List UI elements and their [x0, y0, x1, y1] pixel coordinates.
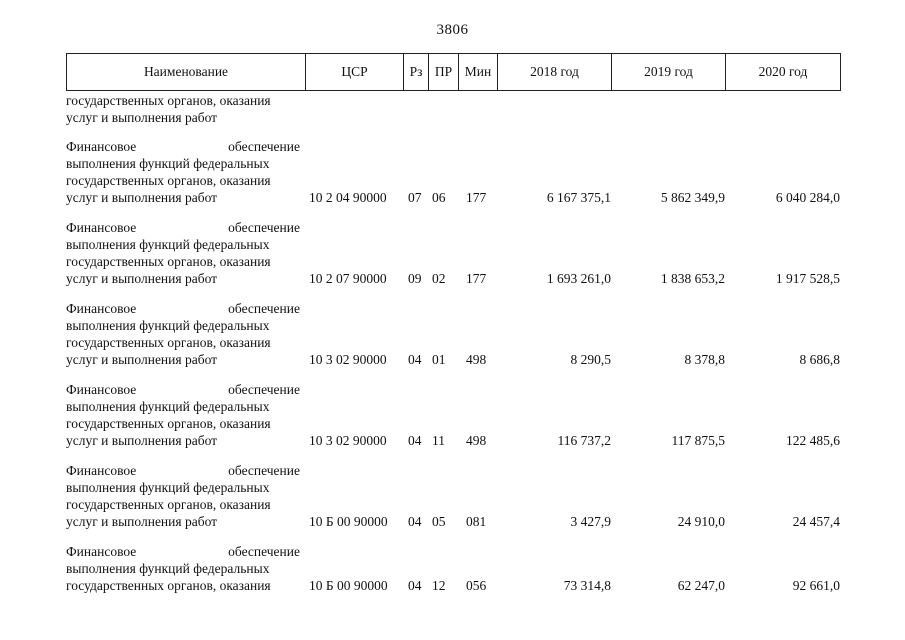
cell-pr: 02 [432, 271, 446, 286]
cell-pr: 06 [432, 190, 446, 205]
name-word: обеспечение [228, 139, 300, 154]
name-word: обеспечение [228, 301, 300, 316]
cell-2020: 6 040 284,0 [775, 190, 840, 205]
continuation-text [66, 92, 302, 126]
name-word: обеспечение [228, 382, 300, 397]
cell-min: 081 [466, 514, 487, 529]
cell-2020: 1 917 528,5 [775, 271, 840, 286]
cell-2018: 8 290,5 [570, 352, 611, 367]
name-word: обеспечение [228, 463, 300, 478]
name-line: государственных органов, оказания [66, 173, 271, 188]
name-line: услуг и выполнения работ [66, 433, 218, 448]
name-line: государственных органов, оказания [66, 497, 271, 512]
cell-2018: 3 427,9 [570, 514, 611, 529]
cell-pr: 01 [432, 352, 446, 367]
cell-min: 056 [466, 578, 487, 593]
row-name [66, 462, 300, 530]
cell-rz: 04 [408, 578, 422, 593]
cell-csr: 10 3 02 90000 [309, 433, 387, 448]
cell-rz: 04 [408, 514, 422, 529]
cell-pr: 05 [432, 514, 446, 529]
row-name [66, 219, 300, 287]
cell-2020: 8 686,8 [799, 352, 840, 367]
name-line: выполнения функций федеральных [66, 156, 270, 171]
table-row [66, 300, 846, 368]
cell-2018: 116 737,2 [557, 433, 611, 448]
column-header-2018: 2018 год [498, 54, 612, 91]
page-number: 3806 [436, 22, 469, 38]
name-line: государственных органов, оказания [66, 335, 271, 350]
column-header-pr: ПР [429, 54, 459, 91]
cell-2020: 122 485,6 [786, 433, 840, 448]
column-header-2020: 2020 год [726, 54, 841, 91]
name-line: выполнения функций федеральных [66, 318, 270, 333]
name-line: выполнения функций федеральных [66, 237, 270, 252]
column-header-csr: ЦСР [306, 54, 404, 91]
name-line: государственных органов, оказания [66, 416, 271, 431]
cell-pr: 11 [432, 433, 445, 448]
cell-2019: 117 875,5 [671, 433, 725, 448]
cell-2018: 73 314,8 [563, 578, 611, 593]
name-line: услуг и выполнения работ [66, 514, 218, 529]
table-row [66, 462, 846, 530]
name-line: выполнения функций федеральных [66, 399, 270, 414]
continuation-line: услуг и выполнения работ [66, 110, 218, 125]
column-header-min: Мин [459, 54, 498, 91]
cell-rz: 04 [408, 433, 422, 448]
name-word: обеспечение [228, 220, 300, 235]
row-name [66, 381, 300, 449]
name-line: государственных органов, оказания [66, 578, 271, 593]
row-name [66, 300, 300, 368]
cell-2018: 1 693 261,0 [546, 271, 611, 286]
name-word: Финансовое [66, 382, 137, 397]
row-name [66, 543, 300, 594]
name-word: Финансовое [66, 301, 137, 316]
cell-rz: 07 [408, 190, 422, 205]
cell-min: 498 [466, 433, 487, 448]
cell-min: 498 [466, 352, 487, 367]
cell-rz: 09 [408, 271, 422, 286]
cell-2018: 6 167 375,1 [546, 190, 611, 205]
name-word: Финансовое [66, 139, 137, 154]
name-word: Финансовое [66, 220, 137, 235]
cell-2019: 8 378,8 [684, 352, 725, 367]
table-header [66, 53, 841, 91]
name-word: обеспечение [228, 544, 300, 559]
name-line: услуг и выполнения работ [66, 352, 218, 367]
column-header-rz: Рз [404, 54, 429, 91]
cell-2020: 92 661,0 [792, 578, 840, 593]
cell-pr: 12 [432, 578, 446, 593]
cell-2019: 5 862 349,9 [660, 190, 725, 205]
cell-csr: 10 Б 00 90000 [309, 514, 388, 529]
cell-min: 177 [466, 190, 487, 205]
column-header-2019: 2019 год [612, 54, 726, 91]
cell-rz: 04 [408, 352, 422, 367]
continuation-line: государственных органов, оказания [66, 93, 271, 108]
cell-2019: 24 910,0 [677, 514, 725, 529]
table-row [66, 138, 846, 206]
name-word: Финансовое [66, 544, 137, 559]
cell-csr: 10 Б 00 90000 [309, 578, 388, 593]
name-line: выполнения функций федеральных [66, 480, 270, 495]
table-body [66, 92, 846, 594]
cell-csr: 10 2 04 90000 [309, 190, 387, 205]
name-line: услуг и выполнения работ [66, 271, 218, 286]
cell-2020: 24 457,4 [792, 514, 840, 529]
name-line: выполнения функций федеральных [66, 561, 270, 576]
name-word: Финансовое [66, 463, 137, 478]
name-line: услуг и выполнения работ [66, 190, 218, 205]
table-row [66, 219, 846, 287]
cell-csr: 10 3 02 90000 [309, 352, 387, 367]
cell-min: 177 [466, 271, 487, 286]
cell-csr: 10 2 07 90000 [309, 271, 387, 286]
row-name [66, 138, 300, 206]
cell-2019: 62 247,0 [677, 578, 725, 593]
cell-2019: 1 838 653,2 [660, 271, 725, 286]
table-row [66, 543, 846, 594]
table-row [66, 381, 846, 449]
name-line: государственных органов, оказания [66, 254, 271, 269]
column-header-name: Наименование [67, 54, 306, 91]
